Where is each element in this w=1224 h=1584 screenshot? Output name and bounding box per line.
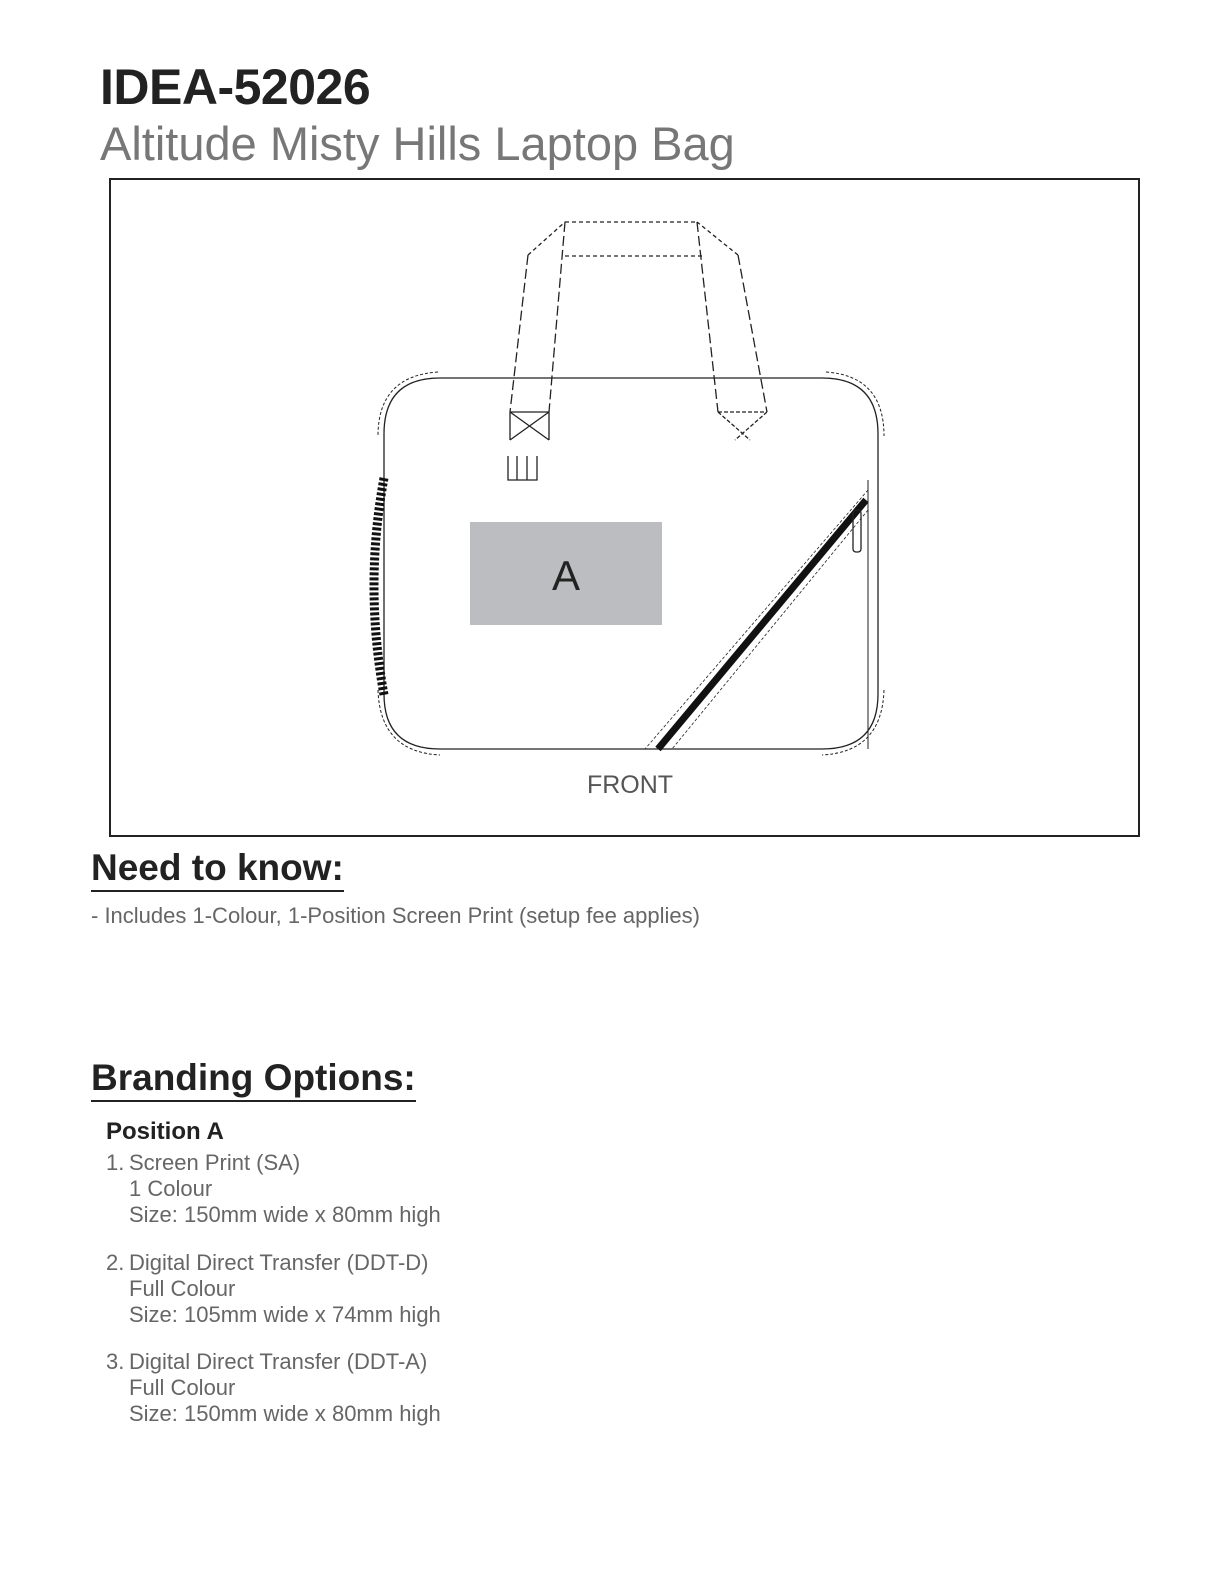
handle xyxy=(528,222,738,256)
option-method: Digital Direct Transfer (DDT-D) xyxy=(129,1250,429,1275)
option-size: Size: 150mm wide x 80mm high xyxy=(129,1202,441,1227)
view-label: FRONT xyxy=(586,771,674,799)
product-code: IDEA-52026 xyxy=(100,59,371,115)
option-number: 3. xyxy=(106,1349,125,1374)
option-number: 2. xyxy=(106,1250,125,1275)
option-method: Screen Print (SA) xyxy=(129,1150,301,1175)
zipper xyxy=(658,500,866,749)
print-area-label: A xyxy=(551,552,581,599)
option-method: Digital Direct Transfer (DDT-A) xyxy=(129,1349,428,1374)
option-size: Size: 105mm wide x 74mm high xyxy=(129,1302,441,1327)
option-colour: 1 Colour xyxy=(129,1176,213,1201)
product-name: Altitude Misty Hills Laptop Bag xyxy=(100,117,735,170)
option-colour: Full Colour xyxy=(129,1375,236,1400)
branding-options-heading: Branding Options: xyxy=(91,1058,416,1102)
side-mesh xyxy=(374,478,384,695)
option-colour: Full Colour xyxy=(129,1276,236,1301)
need-to-know-heading: Need to know: xyxy=(91,848,344,892)
need-to-know-item: - Includes 1-Colour, 1-Position Screen Print (setup fee applies) xyxy=(91,903,700,928)
position-heading: Position A xyxy=(106,1118,224,1145)
branding-option xyxy=(106,1349,441,1427)
option-size: Size: 150mm wide x 80mm high xyxy=(129,1401,441,1426)
option-number: 1. xyxy=(106,1150,125,1175)
branding-option xyxy=(106,1150,441,1228)
branding-option xyxy=(106,1250,441,1328)
